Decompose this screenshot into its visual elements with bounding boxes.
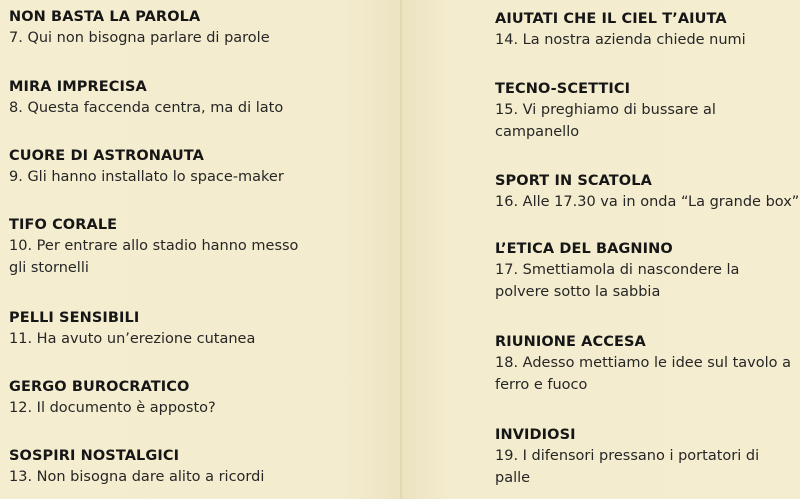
entry-title: TECNO-SCETTICI <box>495 81 631 97</box>
entry-description: 9. Gli hanno installato lo space-maker <box>9 169 284 185</box>
entry-7 <box>9 8 309 49</box>
entry-title: NON BASTA LA PAROLA <box>9 9 201 25</box>
entry-description: 12. Il documento è apposto? <box>9 400 216 416</box>
entry-title: TIFO CORALE <box>9 217 118 233</box>
entry-description: 10. Per entrare allo stadio hanno messo gli stornelli <box>9 238 299 276</box>
entry-description: 14. La nostra azienda chiede numi <box>495 32 746 48</box>
right-page <box>402 0 800 499</box>
entry-10 <box>9 216 309 279</box>
entry-title: CUORE DI ASTRONAUTA <box>9 148 204 164</box>
entry-17 <box>495 240 795 303</box>
entry-description: 18. Adesso mettiamo le idee sul tavolo a ferro e fuoco <box>495 355 792 393</box>
entry-12 <box>9 378 309 419</box>
entry-description: 16. Alle 17.30 va in onda “La grande box” <box>495 194 800 210</box>
entry-8 <box>9 78 309 119</box>
entry-description: 11. Ha avuto un’erezione cutanea <box>9 331 256 347</box>
entry-description: 8. Questa faccenda centra, ma di lato <box>9 100 284 116</box>
entry-title: AIUTATI CHE IL CIEL T’AIUTA <box>495 11 727 27</box>
entry-description: 7. Qui non bisogna parlare di parole <box>9 30 270 46</box>
entry-title: SOSPIRI NOSTALGICI <box>9 448 180 464</box>
entry-19 <box>495 426 770 489</box>
entry-13 <box>9 447 309 488</box>
entry-description: 13. Non bisogna dare alito a ricordi <box>9 469 265 485</box>
entry-16 <box>495 172 800 213</box>
entry-title: L’ETICA DEL BAGNINO <box>495 241 673 257</box>
entry-description: 15. Vi preghiamo di bussare al campanello <box>495 102 716 140</box>
entry-18 <box>495 333 795 396</box>
entry-11 <box>9 309 309 350</box>
entry-title: PELLI SENSIBILI <box>9 310 140 326</box>
entry-description: 19. I difensori pressano i portatori di palle <box>495 448 760 486</box>
entry-title: MIRA IMPRECISA <box>9 79 147 95</box>
entry-15 <box>495 80 780 143</box>
entry-title: SPORT IN SCATOLA <box>495 173 652 189</box>
entry-9 <box>9 147 309 188</box>
entry-title: GERGO BUROCRATICO <box>9 379 190 395</box>
entry-description: 17. Smettiamola di nascondere la polvere sotto la sabbia <box>495 262 740 300</box>
entry-14 <box>495 10 795 51</box>
entry-title: INVIDIOSI <box>495 427 576 443</box>
entry-title: RIUNIONE ACCESA <box>495 334 646 350</box>
